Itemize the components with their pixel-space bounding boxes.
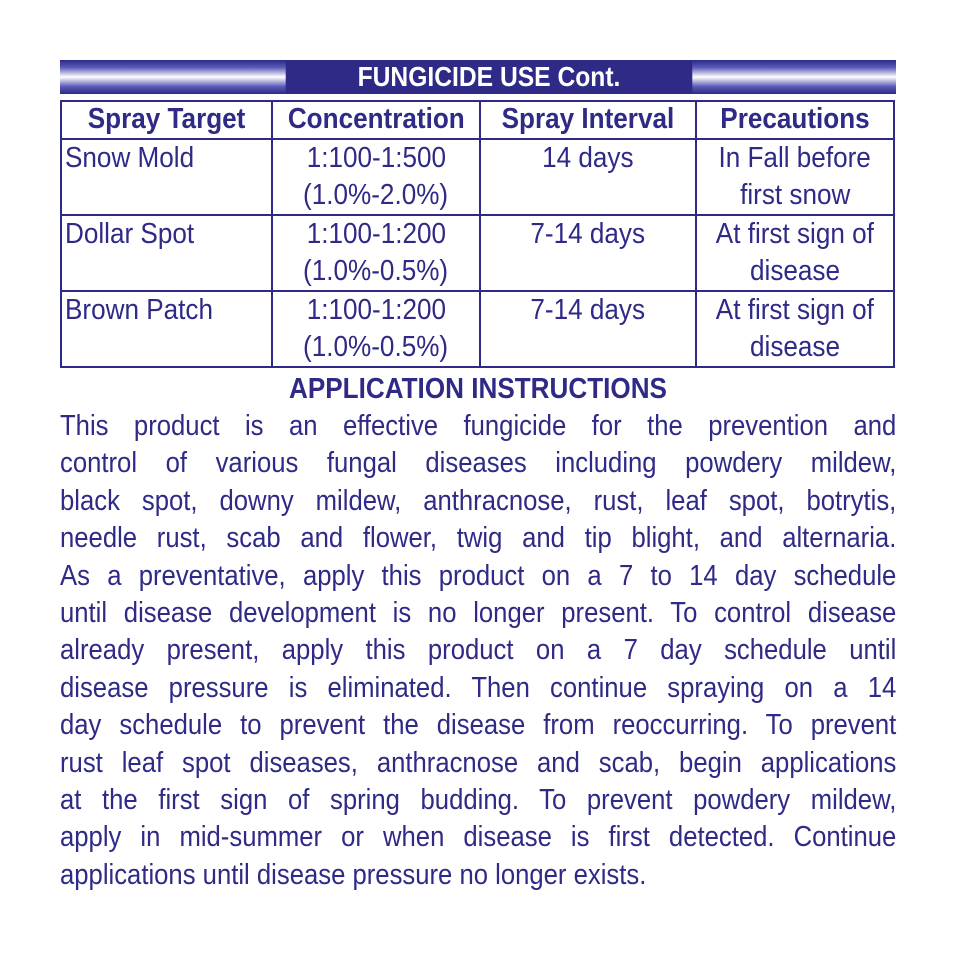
instructions-line: As a preventative, apply this product on a 7 to 14 day schedule <box>60 559 897 592</box>
instructions-line: rust leaf spot diseases, anthracnose and scab, begin applications <box>60 746 897 779</box>
table-row <box>61 215 894 291</box>
instructions-line: apply in mid-summer or when disease is first detected. Continue <box>60 821 897 854</box>
instructions-line: This product is an effective fungicide for the prevention and <box>60 410 897 442</box>
cell-spray-target: Brown Patch <box>61 291 272 367</box>
header-precautions: Precautions <box>696 101 894 139</box>
cell-precautions: In Fall before first snow <box>696 139 894 215</box>
instructions-heading: APPLICATION INSTRUCTIONS <box>289 373 667 405</box>
cell-spray-interval: 7-14 days <box>480 291 696 367</box>
table-header-row <box>61 101 894 139</box>
instructions-line: control of various fungal diseases including powdery mildew, <box>60 447 897 480</box>
instructions-line: needle rust, scab and flower, twig and tip blight, and alternaria. <box>60 522 897 555</box>
fungicide-use-table <box>60 100 895 368</box>
cell-spray-interval: 7-14 days <box>480 215 696 291</box>
header-spray-target: Spray Target <box>61 101 272 139</box>
instructions-body <box>60 408 896 894</box>
instructions-line: applications until disease pressure no longer exists. <box>60 858 647 891</box>
cell-precautions: At first sign of disease <box>696 215 894 291</box>
header-concentration: Concentration <box>272 101 480 139</box>
instructions-line: until disease development is no longer present. To control disease <box>60 597 897 630</box>
fungicide-label <box>60 60 896 894</box>
instructions-line: day schedule to prevent the disease from reoccurring. To prevent <box>60 709 897 742</box>
section-banner <box>60 60 896 94</box>
cell-concentration: 1:100-1:200 (1.0%-0.5%) <box>272 215 480 291</box>
cell-spray-interval: 14 days <box>480 139 696 215</box>
header-spray-interval: Spray Interval <box>480 101 696 139</box>
cell-spray-target: Snow Mold <box>61 139 272 215</box>
banner-title: FUNGICIDE USE Cont. <box>286 60 693 94</box>
cell-precautions: At first sign of disease <box>696 291 894 367</box>
cell-concentration: 1:100-1:200 (1.0%-0.5%) <box>272 291 480 367</box>
instructions-line: black spot, downy mildew, anthracnose, rust, leaf spot, botrytis, <box>60 484 897 517</box>
cell-spray-target: Dollar Spot <box>61 215 272 291</box>
instructions-line: disease pressure is eliminated. Then continue spraying on a 14 <box>60 671 897 704</box>
table-row <box>61 139 894 215</box>
table-row <box>61 291 894 367</box>
cell-concentration: 1:100-1:500 (1.0%-2.0%) <box>272 139 480 215</box>
instructions-line: already present, apply this product on a 7 day schedule until <box>60 634 897 667</box>
instructions-line: at the first sign of spring budding. To prevent powdery mildew, <box>60 784 897 817</box>
